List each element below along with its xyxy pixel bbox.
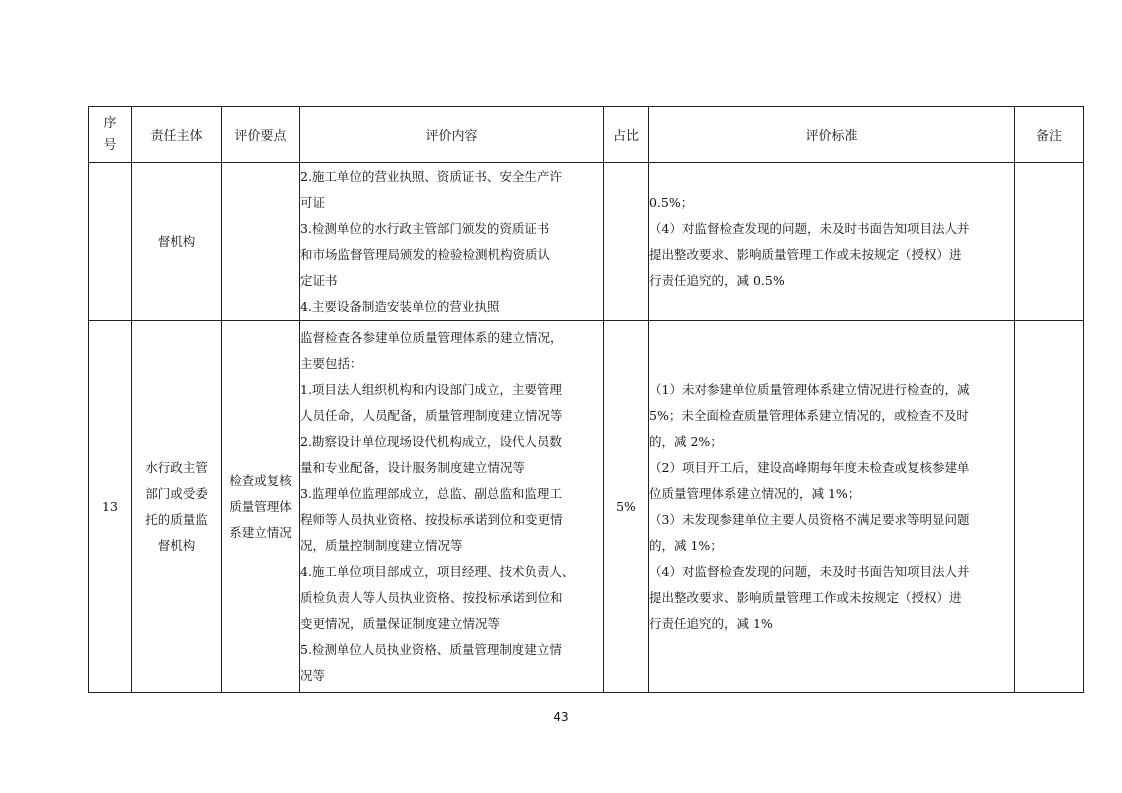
content-line: 人员任命，人员配备，质量管理制度建立情况等 xyxy=(300,407,563,423)
table-row xyxy=(89,163,1084,321)
cell-ratio xyxy=(604,163,649,321)
standard-line: 提出整改要求、影响质量管理工作或未按规定（授权）进 xyxy=(649,589,962,605)
content-line: 变更情况，质量保证制度建立情况等 xyxy=(300,615,501,631)
header-content: 评价内容 xyxy=(300,107,604,163)
standard-line: 的，减 2%； xyxy=(649,433,723,449)
cell-subject: 督机构 xyxy=(132,163,222,321)
page-number: 43 xyxy=(553,710,569,724)
content-line: 3.检测单位的水行政主管部门颁发的资质证书 xyxy=(300,220,550,236)
cell-remarks xyxy=(1015,321,1084,693)
cell-content xyxy=(300,163,604,321)
content-line: 监督检查各参建单位质量管理体系的建立情况， xyxy=(300,329,563,345)
content-line: 4.主要设备制造安装单位的营业执照 xyxy=(300,298,500,314)
cell-standard xyxy=(649,163,1015,321)
content-line: 况，质量控制制度建立情况等 xyxy=(300,537,463,553)
key-point-line: 系建立情况 xyxy=(229,524,292,540)
standard-line: （1）未对参建单位质量管理体系建立情况进行检查的，减 xyxy=(649,381,970,397)
cell-seq: 13 xyxy=(89,321,132,693)
cell-key-points xyxy=(222,321,300,693)
key-point-line: 质量管理体 xyxy=(229,498,292,514)
header-subject: 责任主体 xyxy=(132,107,222,163)
content-line: 和市场监督管理局颁发的检验检测机构资质认 xyxy=(300,246,551,262)
table-header-row xyxy=(89,107,1084,163)
content-line: 定证书 xyxy=(300,272,338,288)
header-seq: 序号 xyxy=(89,107,132,163)
key-point-line: 检查或复核 xyxy=(229,472,292,488)
content-line: 2.勘察设计单位现场设代机构成立，设代人员数 xyxy=(300,433,562,449)
cell-standard xyxy=(649,321,1015,693)
content-line: 3.监理单位监理部成立，总监、副总监和监理工 xyxy=(300,485,562,501)
standard-line: （4）对监督检查发现的问题，未及时书面告知项目法人并 xyxy=(649,563,970,579)
subject-line: 督机构 xyxy=(157,537,196,553)
header-standard: 评价标准 xyxy=(649,107,1015,163)
standard-line: （2）项目开工后，建设高峰期每年度未检查或复核参建单 xyxy=(649,459,970,475)
standard-line: 行责任追究的，减 0.5% xyxy=(649,272,785,288)
table-row xyxy=(89,321,1084,693)
content-line: 况等 xyxy=(300,667,326,683)
header-key-points: 评价要点 xyxy=(222,107,300,163)
cell-ratio: 5% xyxy=(604,321,649,693)
content-line: 程师等人员执业资格、按投标承诺到位和变更情 xyxy=(300,511,563,527)
content-line: 4.施工单位项目部成立，项目经理、技术负责人、 xyxy=(300,563,575,579)
subject-line: 部门或受委 xyxy=(145,485,208,501)
cell-remarks xyxy=(1015,163,1084,321)
standard-line: 行责任追究的，减 1% xyxy=(649,615,773,631)
cell-seq xyxy=(89,163,132,321)
content-line: 1.项目法人组织机构和内设部门成立，主要管理 xyxy=(300,381,562,397)
standard-line: 0.5%； xyxy=(649,194,694,210)
evaluation-table xyxy=(88,106,1084,693)
standard-line: 的，减 1%； xyxy=(649,537,723,553)
subject-line: 托的质量监 xyxy=(145,511,208,527)
content-line: 量和专业配备，设计服务制度建立情况等 xyxy=(300,459,526,475)
content-line: 可证 xyxy=(300,194,326,210)
content-line: 5.检测单位人员执业资格、质量管理制度建立情 xyxy=(300,641,562,657)
header-ratio: 占比 xyxy=(604,107,649,163)
standard-line: 提出整改要求、影响质量管理工作或未按规定（授权）进 xyxy=(649,246,962,262)
content-line: 2.施工单位的营业执照、资质证书、安全生产许 xyxy=(300,168,562,184)
subject-line: 水行政主管 xyxy=(145,459,208,475)
cell-content xyxy=(300,321,604,693)
standard-line: （3）未发现参建单位主要人员资格不满足要求等明显问题 xyxy=(649,511,970,527)
cell-key-points xyxy=(222,163,300,321)
standard-line: 位质量管理体系建立情况的，减 1%； xyxy=(649,485,861,501)
content-line: 主要包括： xyxy=(300,355,363,371)
header-remarks: 备注 xyxy=(1015,107,1084,163)
content-line: 质检负责人等人员执业资格、按投标承诺到位和 xyxy=(300,589,563,605)
standard-line: （4）对监督检查发现的问题，未及时书面告知项目法人并 xyxy=(649,220,970,236)
cell-subject xyxy=(132,321,222,693)
standard-line: 5%；未全面检查质量管理体系建立情况的，或检查不及时 xyxy=(649,407,969,423)
